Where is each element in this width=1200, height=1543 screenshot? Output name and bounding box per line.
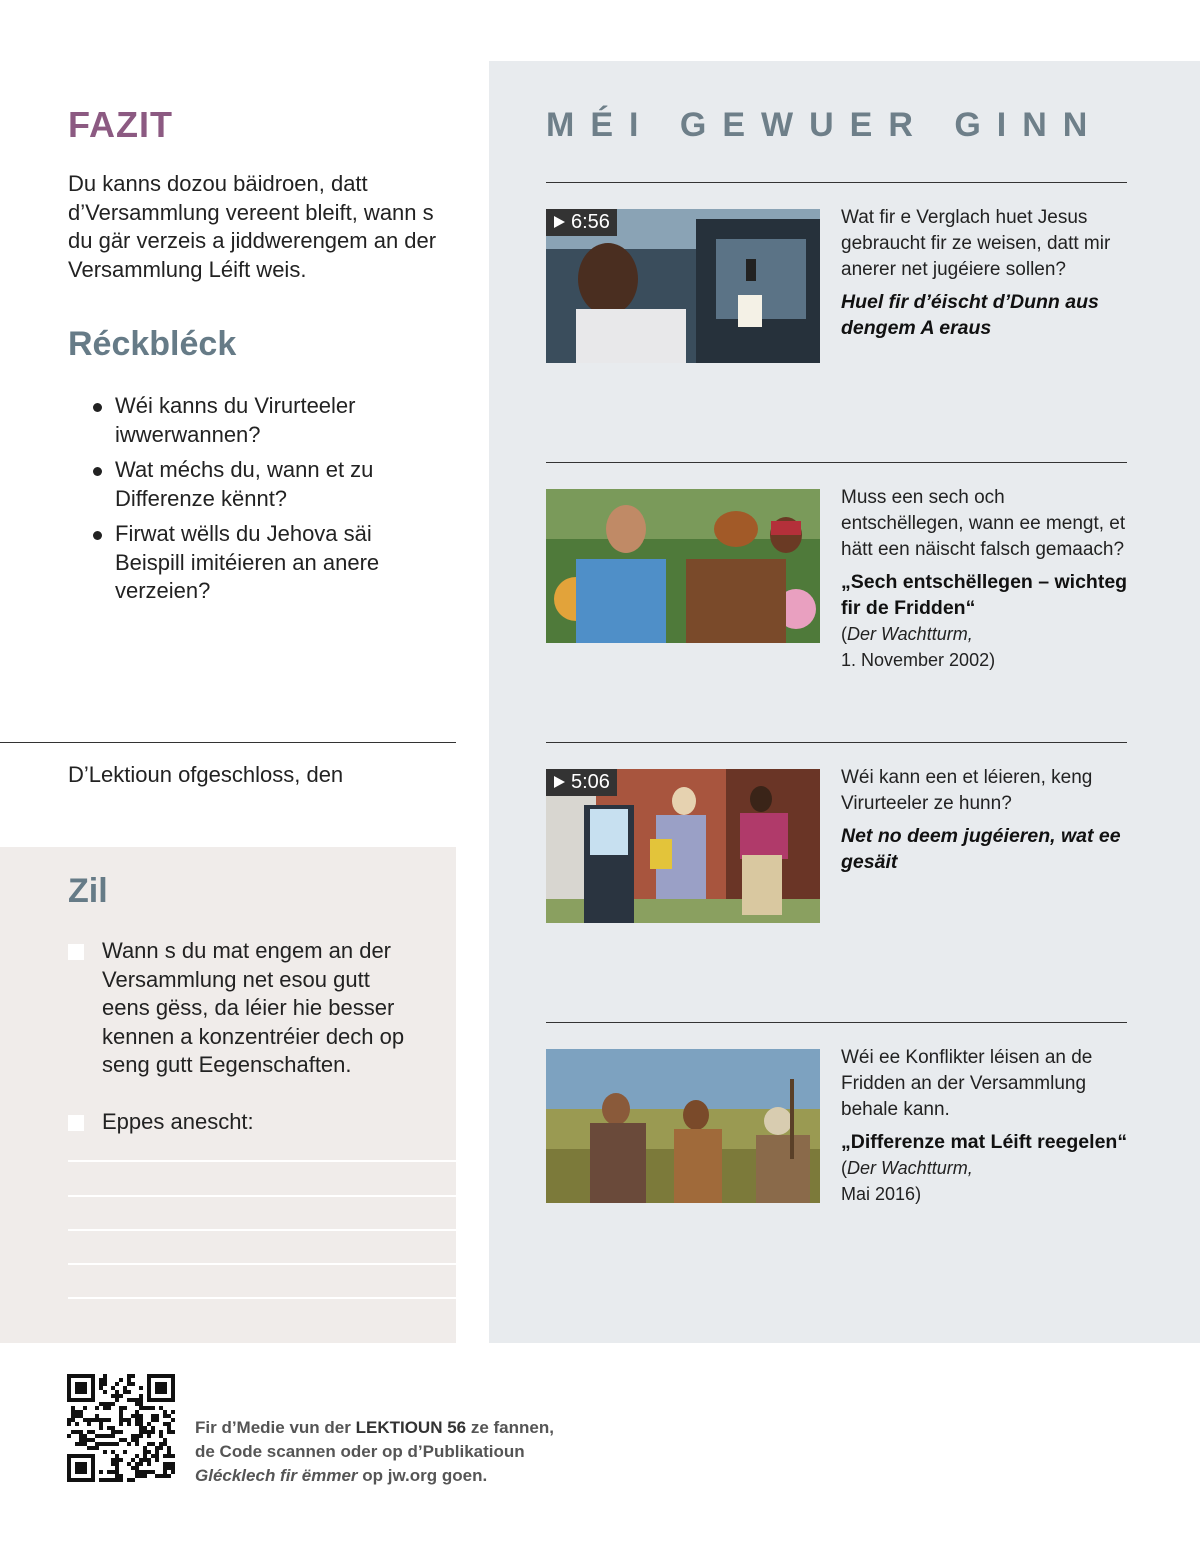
play-icon xyxy=(554,216,565,228)
article-link[interactable]: „Differenze mat Léift reegelen“ (Der Wachtturm, Mai 2016) xyxy=(841,1131,1128,1204)
divider xyxy=(546,742,1127,743)
footer-note: Fir d’Medie vun der LEKTIOUN 56 ze fannen, de Code scannen oder op d’Publikatioun Glécklech fir ëmmer op jw.org goen. xyxy=(195,1418,554,1485)
card-question: Wat fir e Verglach huet Jesus gebraucht fir ze weisen, datt mir anerer net jugéiere sollen? xyxy=(841,207,1111,280)
bullet-icon xyxy=(93,531,102,540)
shepherds-photo xyxy=(546,1049,820,1203)
checkbox[interactable] xyxy=(68,1115,84,1131)
goal-option[interactable] xyxy=(68,937,418,1080)
greeting-photo xyxy=(546,489,820,643)
card-question: Wéi kann een et léieren, keng Virurteeler ze hunn? xyxy=(841,767,1093,814)
goal-box xyxy=(0,847,456,1343)
divider xyxy=(546,462,1127,463)
goal-option-label: Wann s du mat engem an der Versammlung net esou gutt eens gëss, da léier hie besser kennen a konzentréier dech op seng gutt Eegenschaften. xyxy=(102,938,405,1077)
article-link[interactable]: „Sech entschëllegen – wichteg fir de Fridden“ (Der Wachtturm, 1. November 2002) xyxy=(841,571,1128,670)
review-list xyxy=(88,392,418,613)
card-text xyxy=(841,485,1131,673)
goal-option-other[interactable] xyxy=(68,1108,418,1137)
video-thumbnail[interactable] xyxy=(546,209,820,363)
video-link[interactable]: Net no deem jugéieren, wat ee gesäit xyxy=(841,825,1121,873)
article-source: (Der Wachtturm, 1. November 2002) xyxy=(841,624,996,670)
write-in-line[interactable] xyxy=(68,1263,456,1265)
goal-option-label: Eppes anescht: xyxy=(102,1109,254,1134)
conclusion-heading: FAZIT xyxy=(68,104,173,145)
write-in-line[interactable] xyxy=(68,1229,456,1231)
checkbox[interactable] xyxy=(68,944,84,960)
bullet-icon xyxy=(93,467,102,476)
article-thumbnail[interactable] xyxy=(546,1049,820,1203)
card-question: Muss een sech och entschëllegen, wann ee mengt, et hätt een näischt falsch gemaach? xyxy=(841,487,1126,560)
article-thumbnail[interactable] xyxy=(546,489,820,643)
write-in-line[interactable] xyxy=(68,1160,456,1162)
conclusion-text: Du kanns dozou bäidroen, datt d’Versammlung vereent bleift, wann s du gär verzeis a jiddwerengem an der Versammlung Léift weis. xyxy=(68,171,437,282)
article-source: (Der Wachtturm, Mai 2016) xyxy=(841,1158,973,1204)
video-duration-badge: 5:06 xyxy=(546,769,617,796)
divider xyxy=(0,742,456,743)
video-duration-badge: 6:56 xyxy=(546,209,617,236)
write-in-line[interactable] xyxy=(68,1297,456,1299)
card-question: Wéi ee Konflikter léisen an de Fridden an der Versammlung behale kann. xyxy=(841,1047,1093,1120)
play-icon xyxy=(554,776,565,788)
write-in-line[interactable] xyxy=(68,1195,456,1197)
more-heading: MÉI GEWUER GINN xyxy=(546,106,1104,144)
review-item: Wéi kanns du Virurteeler iwwerwannen? xyxy=(88,392,418,449)
video-thumbnail[interactable] xyxy=(546,769,820,923)
bullet-icon xyxy=(93,403,102,412)
card-text xyxy=(841,1045,1131,1207)
divider xyxy=(546,182,1127,183)
card-text xyxy=(841,765,1131,875)
card-text xyxy=(841,205,1131,341)
review-item: Firwat wëlls du Jehova säi Beispill imitéieren an anere verzeien? xyxy=(88,520,418,606)
qr-code-image xyxy=(67,1374,175,1482)
qr-code[interactable] xyxy=(67,1374,175,1482)
video-link[interactable]: Huel fir d’éischt d’Dunn aus dengem A eraus xyxy=(841,291,1099,339)
review-heading: Réckbléck xyxy=(68,325,237,363)
review-item: Wat méchs du, wann et zu Differenze kënnt? xyxy=(88,456,418,513)
divider xyxy=(546,1022,1127,1023)
goal-heading: Zil xyxy=(68,872,108,910)
lesson-completed-label: D’Lektioun ofgeschloss, den xyxy=(68,762,344,787)
